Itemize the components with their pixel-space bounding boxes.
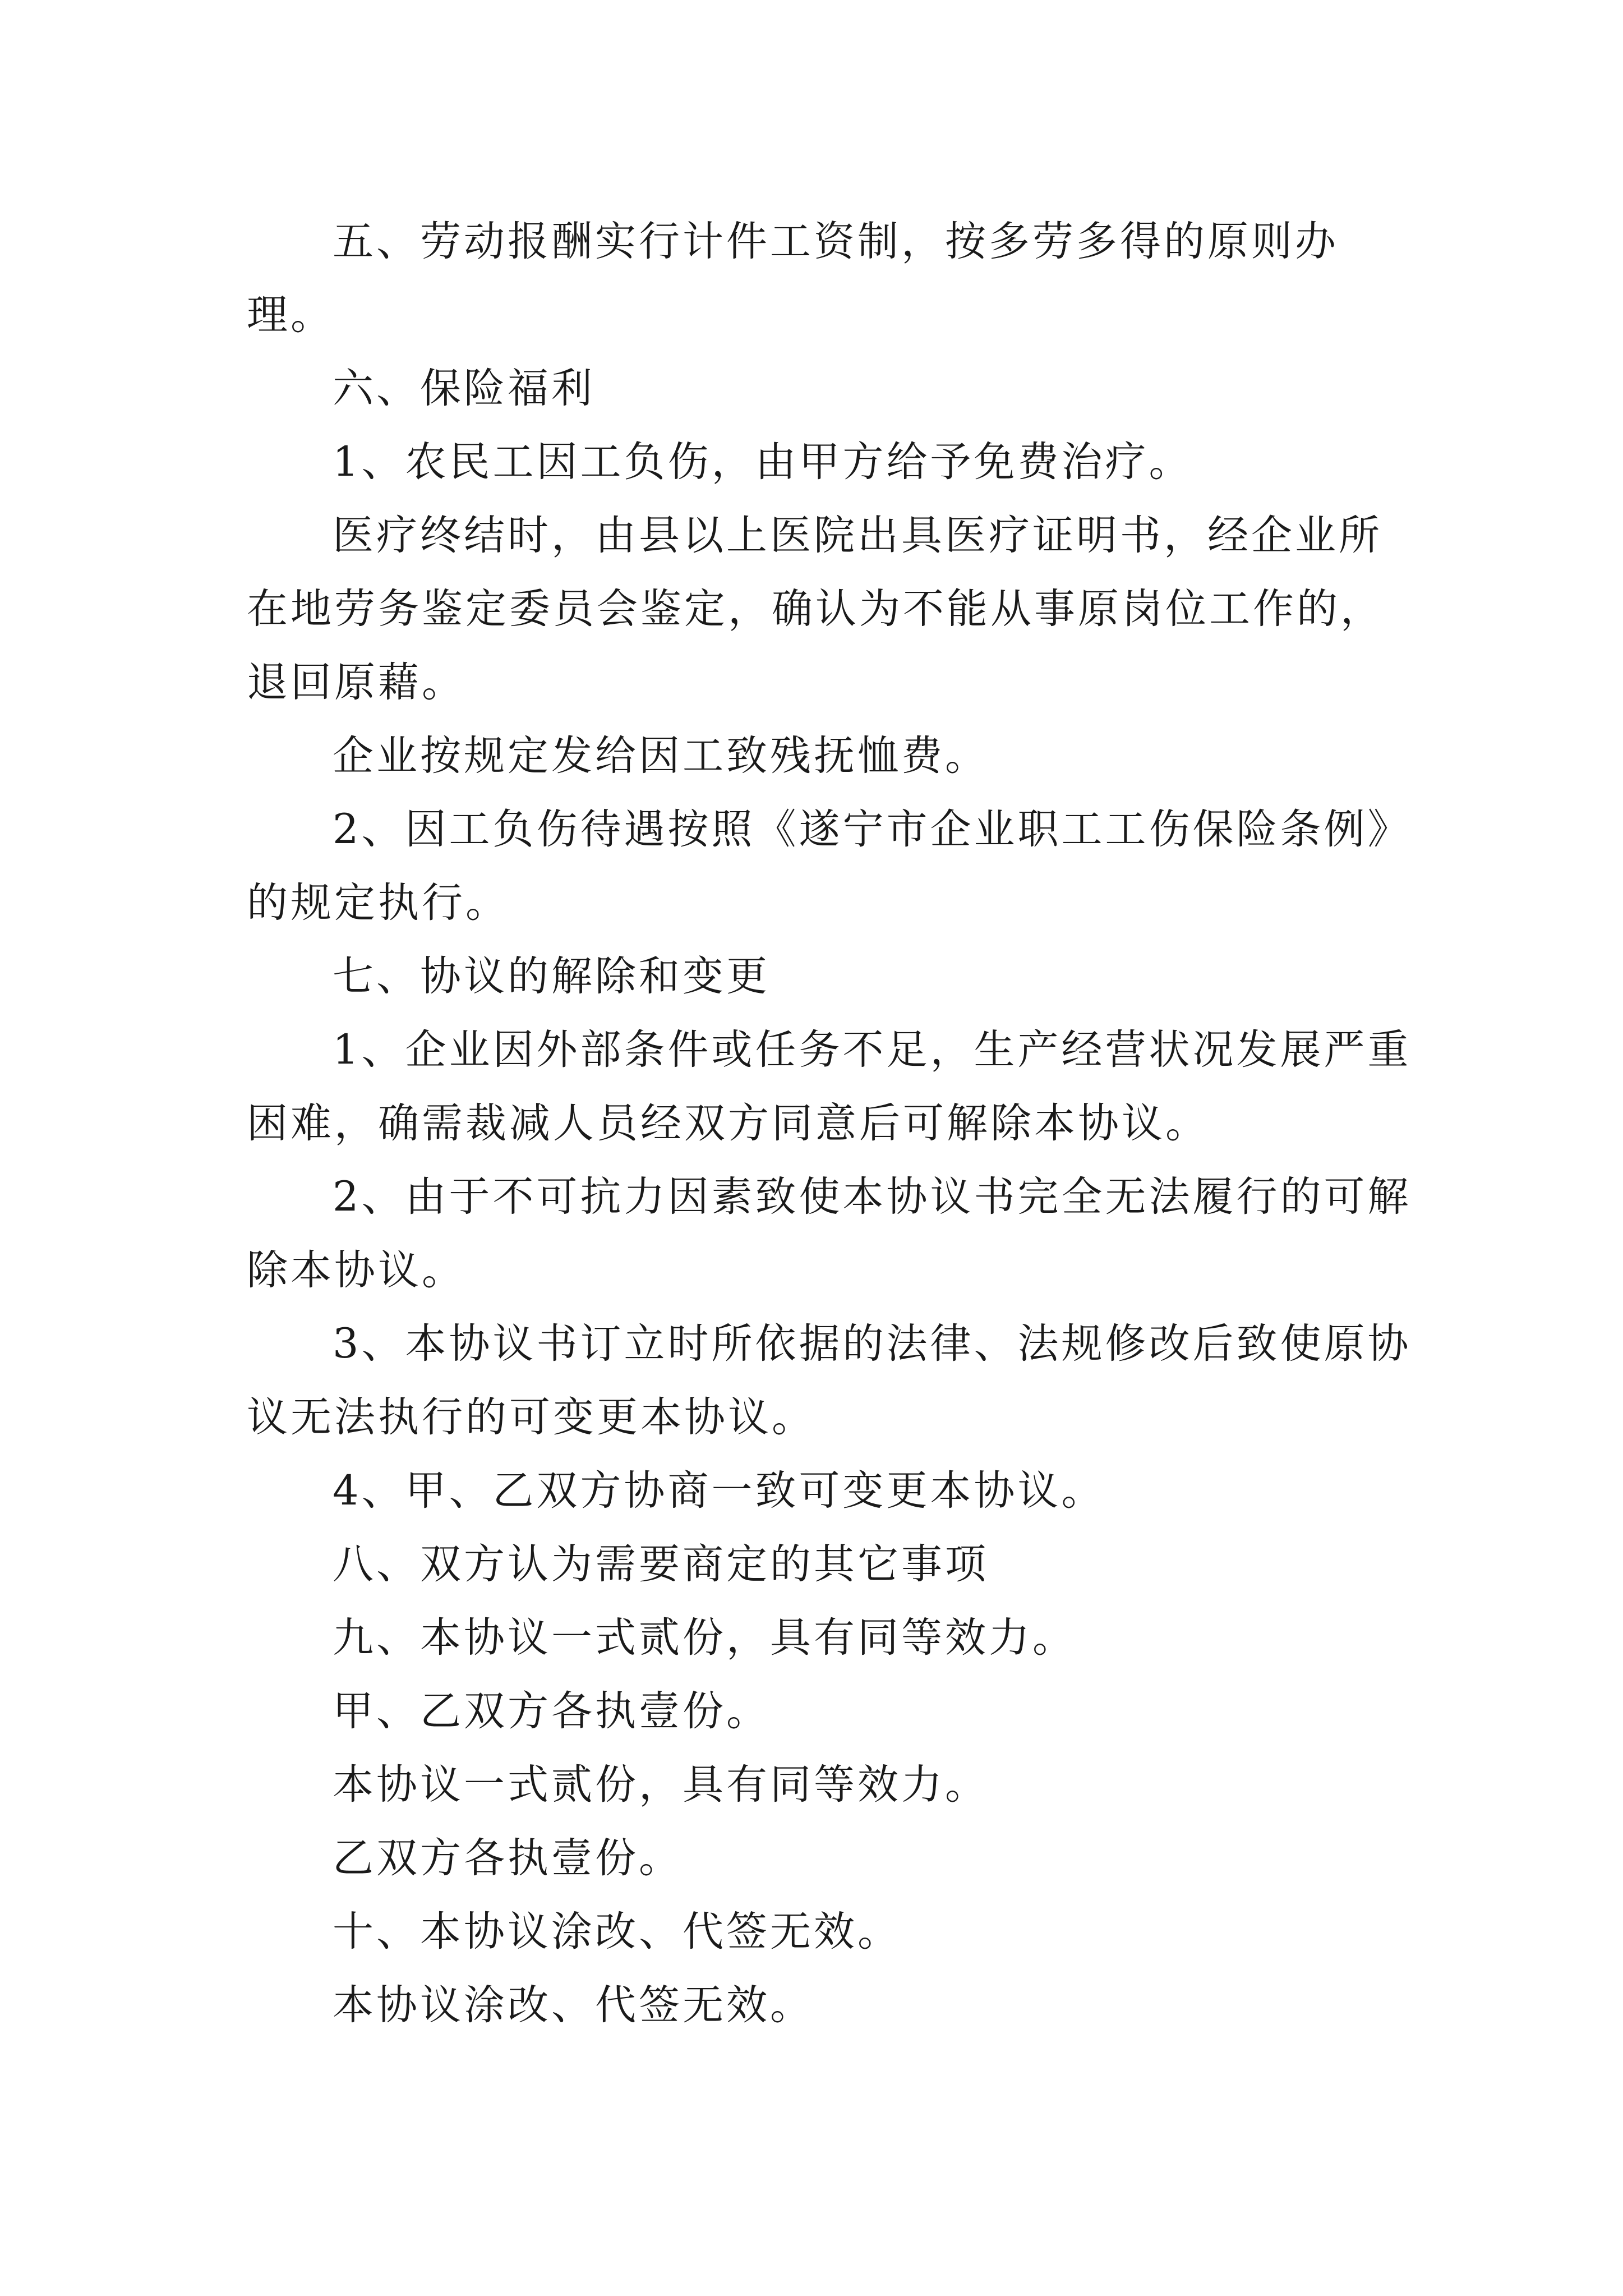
paragraph-termination-force-majeure: 2、由于不可抗力因素致使本协议书完全无法履行的可解除本协议。 (247, 1173, 1412, 1294)
heading-alteration-invalid: 十、本协议涂改、代签无效。 (333, 1908, 901, 1955)
paragraph-free-treatment: 1、农民工因工负伤，由甲方给予免费治疗。 (333, 438, 1193, 486)
paragraph-medical-conclusion: 医疗终结时，由县以上医院出具医疗证明书，经企业所在地劳务鉴定委员会鉴定，确认为不能从事原岗位工作的，退回原藉。 (247, 512, 1384, 706)
paragraph-each-party-copy-repeat: 乙双方各执壹份。 (333, 1834, 683, 1882)
paragraph-copies-repeat: 本协议一式贰份，具有同等效力。 (333, 1761, 989, 1809)
heading-termination-and-change: 七、协议的解除和变更 (333, 953, 770, 1000)
paragraph-change-mutual-agreement: 4、甲、乙双方协商一致可变更本协议。 (333, 1467, 1105, 1515)
paragraph-alteration-invalid-repeat: 本协议涂改、代签无效。 (333, 1981, 814, 2029)
heading-other-matters: 八、双方认为需要商定的其它事项 (333, 1540, 989, 1588)
paragraph-each-party-copy: 甲、乙双方各执壹份。 (333, 1687, 770, 1735)
paragraph-injury-treatment-regulation: 2、因工负伤待遇按照《遂宁市企业职工工伤保险条例》的规定执行。 (247, 806, 1412, 927)
paragraph-remuneration: 五、劳动报酬实行计件工资制，按多劳多得的原则办理。 (247, 218, 1339, 339)
heading-insurance-welfare: 六、保险福利 (333, 365, 595, 412)
document-body (247, 205, 1424, 2042)
paragraph-change-law-revision: 3、本协议书订立时所依据的法律、法规修改后致使原协议无法执行的可变更本协议。 (247, 1320, 1412, 1441)
paragraph-termination-downsizing: 1、企业因外部条件或任务不足，生产经营状况发展严重困难，确需裁减人员经双方同意后可解除本协议。 (247, 1026, 1412, 1147)
paragraph-disability-pension: 企业按规定发给因工致残抚恤费。 (333, 732, 989, 780)
heading-copies: 九、本协议一式贰份，具有同等效力。 (333, 1614, 1076, 1662)
